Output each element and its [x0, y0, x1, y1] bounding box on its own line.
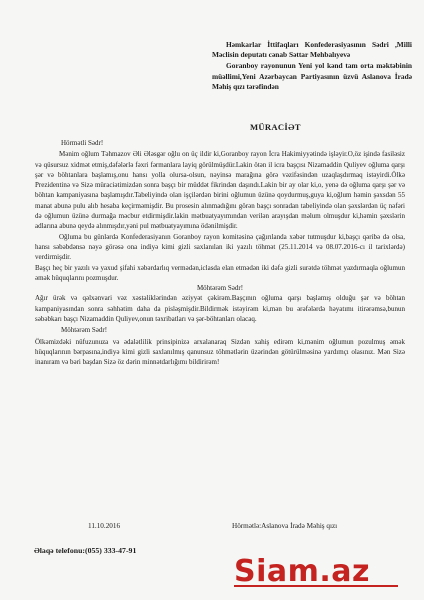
greeting: Möhtərəm Sədr!	[196, 284, 244, 293]
paragraph: Başçı heç bir yazılı və yaxud şifahi xəbərdarlıq vermədən,iclasda elan etmədən iki dəfə gizli surətdə töhmət yazdırmaqla oğlumun əmək hüquqlarını pozmuşdur.	[35, 263, 405, 282]
contact-phone: Əlaqə telefonu:(055) 333-47-91	[34, 546, 137, 555]
addressee: Həmkarlar İttifaqları Konfederasiyasının Sədri ,Milli Məclisin deputatı cənab Səttar Mehbalıyevə	[212, 40, 412, 60]
greeting: Hörmətli Sədr!	[61, 139, 104, 147]
paragraph: Oğluma bu günlərdə Konfederasiyanın Goranboy rayon komitəsinə çağırılanda xəbər tutmuşdur ki,başçı qəribə də olsa, hansı səbəbdənsə nəyə görəsə ona indiyə kimi gizli saxlanılan iki yazılı töhmət (25.11.2014 və 08.07.2016-cı il tarixlərdə) verdirmişdir.	[35, 232, 405, 262]
paragraph: Ölkəmizdəki nüfuzunuza və ədalətlilik prinsipinizə arxalanaraq Sizdən xahiş edirəm ki,mənim oğlumun pozulmuş əmək hüquqlarının bərpasına,indiyə kimi gizli saxlanılmış qanunsuz töhmətlərin üzərindən götürülməsinə yardımçı olasınız. Mən Sizə inanıram və bəri başdan Sizə öz dərin minnətdarlığımı bildirirəm!	[35, 337, 405, 367]
document-title: MÜRACİƏT	[250, 122, 301, 132]
paragraph: Mənim oğlum Təhmazov Əli Ələsgər oğlu on üç ildir ki,Goranboy rayon İcra Hakimiyyətində işləyir.O,öz işində fasiləsiz və qüsursuz xidmət etmiş,dəfələrlə fəxri fərmanlara layiq görülmüşdür.Lakin ötən il icra başçısı Nizamaddin Quliyev oğluma qarşı şər və böhtanlara başlamış,onu hansı yolla olursa-olsun, nəyinsə marağına görə vəzifəsindən uzaqlaşdırmaq istəyirdi.Ölkə Prezidentinə və Sizə müraciətimizdən sonra başçı bir müddət fikrindən daşındı.Lakin bir ay olar ki,o, yenə də oğluma qarşı şər və böhtan kampaniyasına başlamışdır.Tabeliyində olan işçilərdən birini oğlumun üzünə qoydurmuş,guya ki,oğlum həmin şəxsdən 55 manat abunə pulu alıb hesaba keçirməmişdir. Bu prosesin alınmadığını görən başçı sonradan tabeliyində olan şəxslərdən üç nəfəri də oğlumun üzünə durmağa məcbur etdirmişdir.lakin mətbuatyayımından verilən arayışdan məlum olmuşdur ki,həmin şəxslərin adlarına abunə qeydə alınmışdır,yəni pul mətbuatyayımına ödənilmişdir.	[35, 150, 405, 231]
site-logo[interactable]	[232, 552, 400, 590]
greeting: Möhtərəm Sədr!	[61, 326, 108, 335]
letter-body	[35, 137, 405, 368]
letter-date: 11.10.2016	[88, 522, 121, 530]
logo-text: Siam.az	[234, 554, 370, 589]
letter-header	[212, 40, 412, 93]
sender: Goranboy rayonunun Yeni yol kənd tam orta məktəbinin müəllimi,Yeni Azərbaycan Partiyasının üzvü Aslanova İradə Məhiş qızı tərəfindən	[212, 61, 412, 91]
signature: Hörmətlə:Aslanova İradə Məhiş qızı	[232, 522, 338, 530]
paragraph: Ağır ürək və qəlxənvari vəz xəstəliklərindən əziyyət çəkirəm.Başçının oğluma qarşı başlamış olduğu şər və böhtan kampaniyasından sonra səhhətim daha da pisləşmişdir.Bildirmək istəyirəm ki,mən bu ərəfələrdə həyatımı itirərəmsə,bunun səbəbkarı başçı Nizamaddin Quliyev,onun təxribatları və şər-böhtanları olacaq.	[35, 294, 405, 324]
